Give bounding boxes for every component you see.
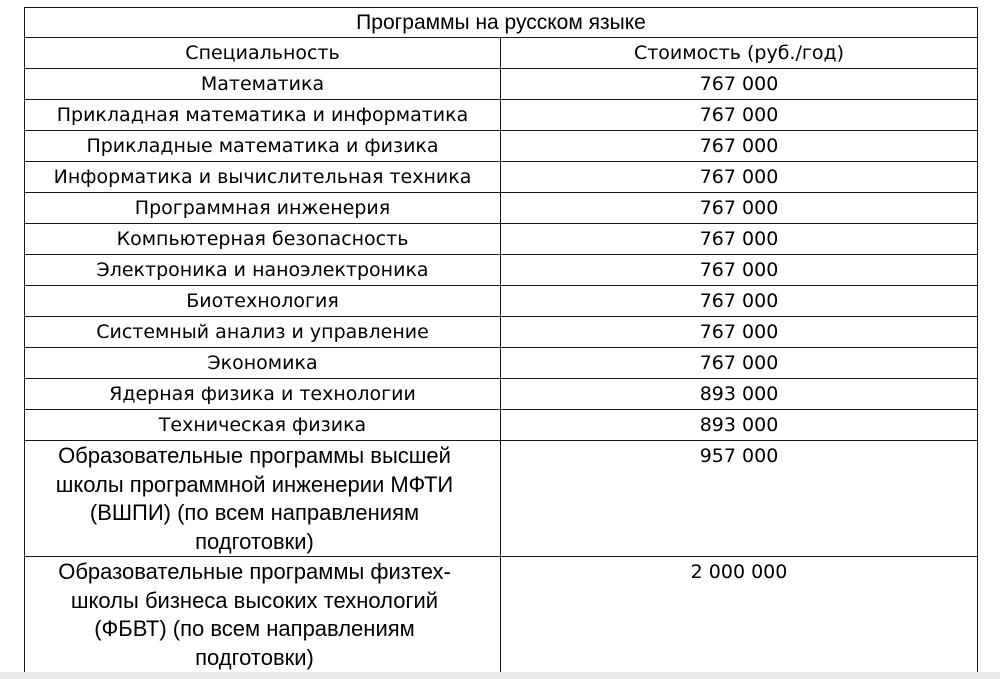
table-row <box>25 348 978 379</box>
table-title: Программы на русском языке <box>25 8 978 38</box>
specialty-cost: 893 000 <box>501 410 978 441</box>
specialty-name: Биотехнология <box>25 286 501 317</box>
table-row <box>25 162 978 193</box>
specialty-name: Прикладные математика и физика <box>25 131 501 162</box>
table-row <box>25 410 978 441</box>
table-row <box>25 317 978 348</box>
specialty-name: Компьютерная безопасность <box>25 224 501 255</box>
table-row <box>25 441 978 557</box>
table-row <box>25 69 978 100</box>
specialty-name: Системный анализ и управление <box>25 317 501 348</box>
specialty-name: Математика <box>25 69 501 100</box>
specialty-name: Прикладная математика и информатика <box>25 100 501 131</box>
specialty-name: Экономика <box>25 348 501 379</box>
price-table <box>24 7 978 673</box>
specialty-cost: 767 000 <box>501 100 978 131</box>
specialty-cost: 767 000 <box>501 193 978 224</box>
specialty-name: Образовательные программы физтех-школы бизнеса высоких технологий (ФБВТ) (по всем направлениям подготовки) <box>25 557 501 673</box>
specialty-cost: 2 000 000 <box>501 557 978 673</box>
column-header-specialty: Специальность <box>25 38 501 69</box>
table-row <box>25 224 978 255</box>
specialty-cost: 957 000 <box>501 441 978 557</box>
table-title-row <box>25 8 978 38</box>
specialty-cost: 767 000 <box>501 286 978 317</box>
table-row <box>25 379 978 410</box>
table-row <box>25 255 978 286</box>
table-row <box>25 100 978 131</box>
specialty-cost: 767 000 <box>501 317 978 348</box>
table-row <box>25 131 978 162</box>
table-header-row <box>25 38 978 69</box>
specialty-name: Ядерная физика и технологии <box>25 379 501 410</box>
bottom-divider <box>0 672 1000 679</box>
specialty-name: Образовательные программы высшей школы программной инженерии МФТИ (ВШПИ) (по всем направлениям подготовки) <box>25 441 501 557</box>
specialty-cost: 893 000 <box>501 379 978 410</box>
table-row <box>25 286 978 317</box>
specialty-name: Техническая физика <box>25 410 501 441</box>
specialty-name: Электроника и наноэлектроника <box>25 255 501 286</box>
specialty-name: Информатика и вычислительная техника <box>25 162 501 193</box>
specialty-cost: 767 000 <box>501 162 978 193</box>
specialty-cost: 767 000 <box>501 69 978 100</box>
specialty-cost: 767 000 <box>501 348 978 379</box>
specialty-cost: 767 000 <box>501 224 978 255</box>
specialty-cost: 767 000 <box>501 255 978 286</box>
column-header-cost: Стоимость (руб./год) <box>501 38 978 69</box>
table-row <box>25 557 978 673</box>
specialty-cost: 767 000 <box>501 131 978 162</box>
specialty-name: Программная инженерия <box>25 193 501 224</box>
table-row <box>25 193 978 224</box>
